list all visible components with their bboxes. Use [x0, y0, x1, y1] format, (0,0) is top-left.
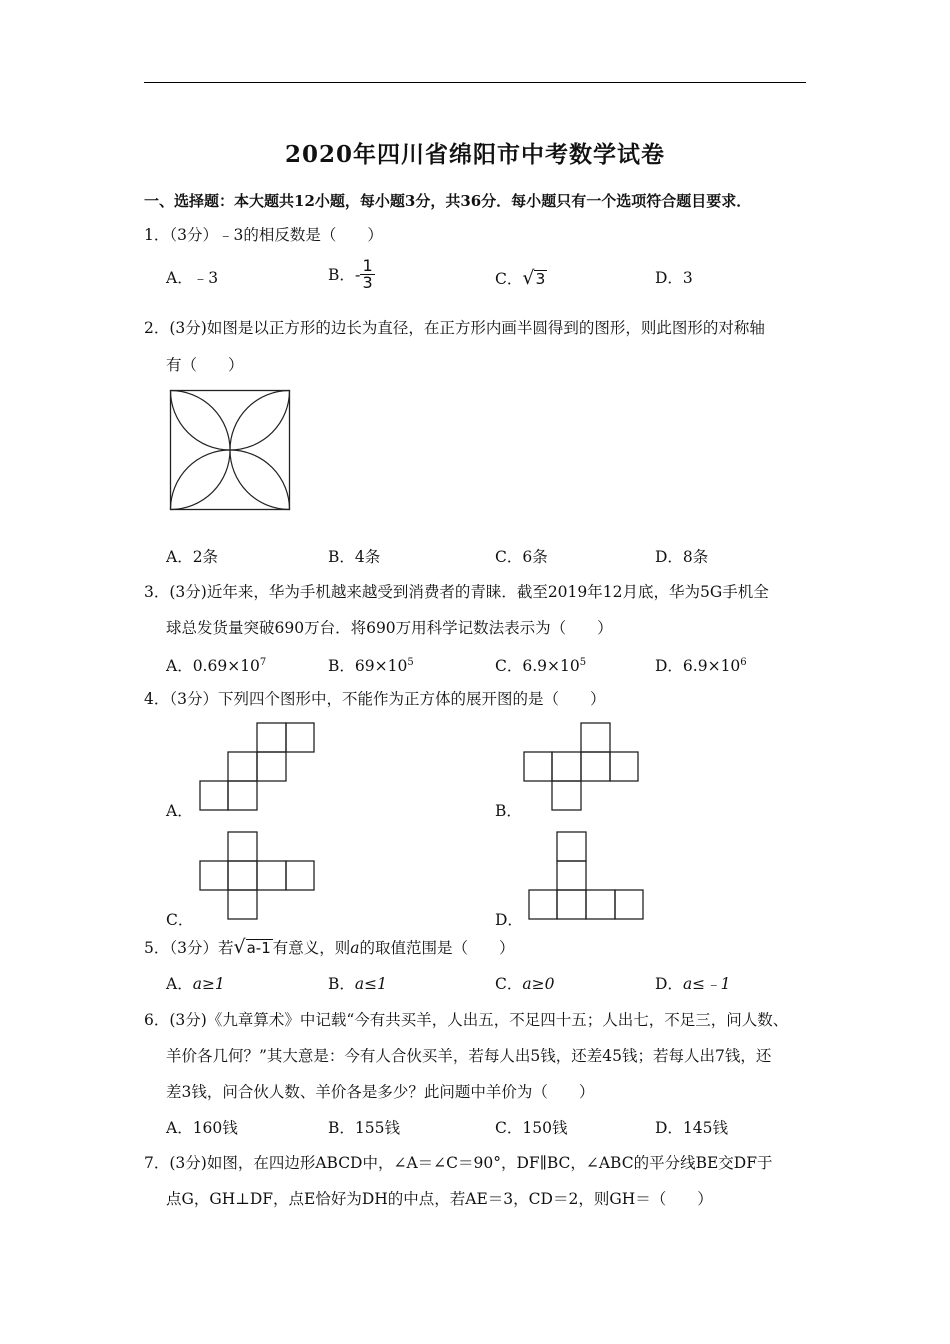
q3-option-d-exponent: 6: [740, 657, 747, 668]
q5-option-b: [328, 974, 387, 994]
q2-option-d: D．8条: [655, 548, 709, 566]
q5-stem-suffix: 的取值范围是（ ）: [359, 939, 515, 957]
question-6-stem-line1: 6．(3分)《九章算术》中记载“今有共买羊，人出五，不足四十五；人出七，不足三，问人数、: [144, 1011, 789, 1029]
q5-stem-mid: 有意义，则: [272, 939, 351, 957]
q6-option-a: A．160钱: [166, 1119, 238, 1137]
q1-option-c-label: C．: [495, 270, 523, 288]
q6-option-d: D．145钱: [655, 1119, 729, 1137]
q2-square-semicircles-figure: [170, 390, 290, 510]
question-7-stem-line1: 7．(3分)如图，在四边形ABCD中，∠A＝∠C＝90°，DF∥BC，∠ABC的平分线BE交DF于: [144, 1154, 773, 1172]
q2-option-a: A．2条: [166, 548, 219, 566]
q5-option-c-label: C．: [495, 975, 523, 993]
q5-option-a-expr: a≥1: [192, 975, 225, 993]
q5-option-a-label: A．: [166, 975, 193, 993]
q1-option-d: D．3: [655, 269, 693, 287]
q3-option-c: [495, 653, 586, 676]
q4-option-c: C．: [166, 911, 194, 929]
q1-option-b-sign: -: [354, 265, 361, 284]
q5-option-d: [655, 974, 731, 994]
q2-option-b: B．4条: [328, 548, 381, 566]
question-6-stem-line3: 差3钱，问合伙人数、羊价各是多少？此问题中羊价为（ ）: [166, 1083, 595, 1101]
q3-option-b-base: B．69×10: [328, 657, 408, 676]
q3-option-a: [166, 653, 266, 676]
radical-sign-icon: √: [522, 267, 535, 289]
q4-net-b-figure: [523, 722, 639, 812]
q3-option-b: [328, 653, 414, 676]
question-1-stem: 1．（3分）﹣3的相反数是（ ）: [144, 226, 383, 244]
question-2-stem-line1: 2．(3分)如图是以正方形的边长为直径，在正方形内画半圆得到的图形，则此图形的对称轴: [144, 319, 765, 337]
fraction-denominator: 3: [362, 273, 373, 292]
q5-option-d-expr: a≤﹣1: [682, 975, 731, 993]
question-7-stem-line2: 点G，GH⊥DF，点E恰好为DH的中点，若AE＝3，CD＝2，则GH＝（ ）: [166, 1190, 713, 1208]
q5-option-b-label: B．: [328, 975, 355, 993]
question-4-stem: 4．（3分）下列四个图形中，不能作为正方体的展开图的是（ ）: [144, 690, 606, 708]
q6-option-c: C．150钱: [495, 1119, 568, 1137]
q3-option-d: [655, 653, 747, 676]
question-3-stem-line2: 球总发货量突破690万台．将690万用科学记数法表示为（ ）: [166, 619, 613, 637]
q3-option-d-base: D．6.9×10: [655, 657, 741, 676]
q6-option-b: B．155钱: [328, 1119, 400, 1137]
q5-option-c: [495, 974, 554, 994]
q1-option-b-label: B．: [328, 265, 355, 284]
q2-option-c: C．6条: [495, 548, 548, 566]
question-2-stem-line2: 有（ ）: [166, 356, 244, 374]
fraction: [360, 258, 374, 291]
q4-net-d-figure: [528, 831, 644, 921]
radicand: 3: [535, 270, 546, 288]
q5-option-b-expr: a≤1: [354, 975, 387, 993]
q5-stem-prefix: 5．（3分）若: [144, 939, 234, 957]
question-6-stem-line2: 羊价各几何？”其大意是：今有人合伙买羊，若每人出5钱，还差45钱；若每人出7钱，还: [166, 1047, 772, 1065]
q1-option-a: A．﹣3: [166, 269, 219, 287]
q5-option-a: [166, 974, 225, 994]
q4-net-c-figure: [199, 831, 315, 921]
question-5-stem: [144, 937, 515, 958]
q3-option-a-base: A．0.69×10: [166, 657, 260, 676]
header-rule: [144, 82, 806, 83]
q3-option-b-exponent: 5: [407, 657, 414, 668]
q4-net-a-figure: [199, 722, 315, 812]
q5-radicand: a-1: [246, 939, 271, 957]
q1-option-c: [495, 268, 547, 289]
question-3-stem-line1: 3．(3分)近年来，华为手机越来越受到消费者的青睐．截至2019年12月底，华为5G手机全: [144, 583, 769, 601]
q3-option-c-base: C．6.9×10: [495, 657, 580, 676]
q3-option-a-exponent: 7: [259, 657, 267, 668]
q5-variable: a: [350, 939, 360, 957]
q3-option-c-exponent: 5: [579, 657, 587, 668]
page-title: 2020年四川省绵阳市中考数学试卷: [284, 141, 665, 168]
q4-option-a: A．: [166, 802, 193, 820]
fraction-numerator: 1: [362, 256, 373, 275]
q5-option-c-expr: a≥0: [522, 975, 555, 993]
q4-option-d: D．: [495, 911, 523, 929]
section-heading: 一、选择题：本大题共12小题，每小题3分，共36分．每小题只有一个选项符合题目要求．: [144, 192, 752, 210]
radical-sign-icon: √: [233, 936, 246, 958]
q1-option-b: [328, 258, 375, 291]
q5-option-d-label: D．: [655, 975, 683, 993]
q4-option-b: B．: [495, 802, 522, 820]
